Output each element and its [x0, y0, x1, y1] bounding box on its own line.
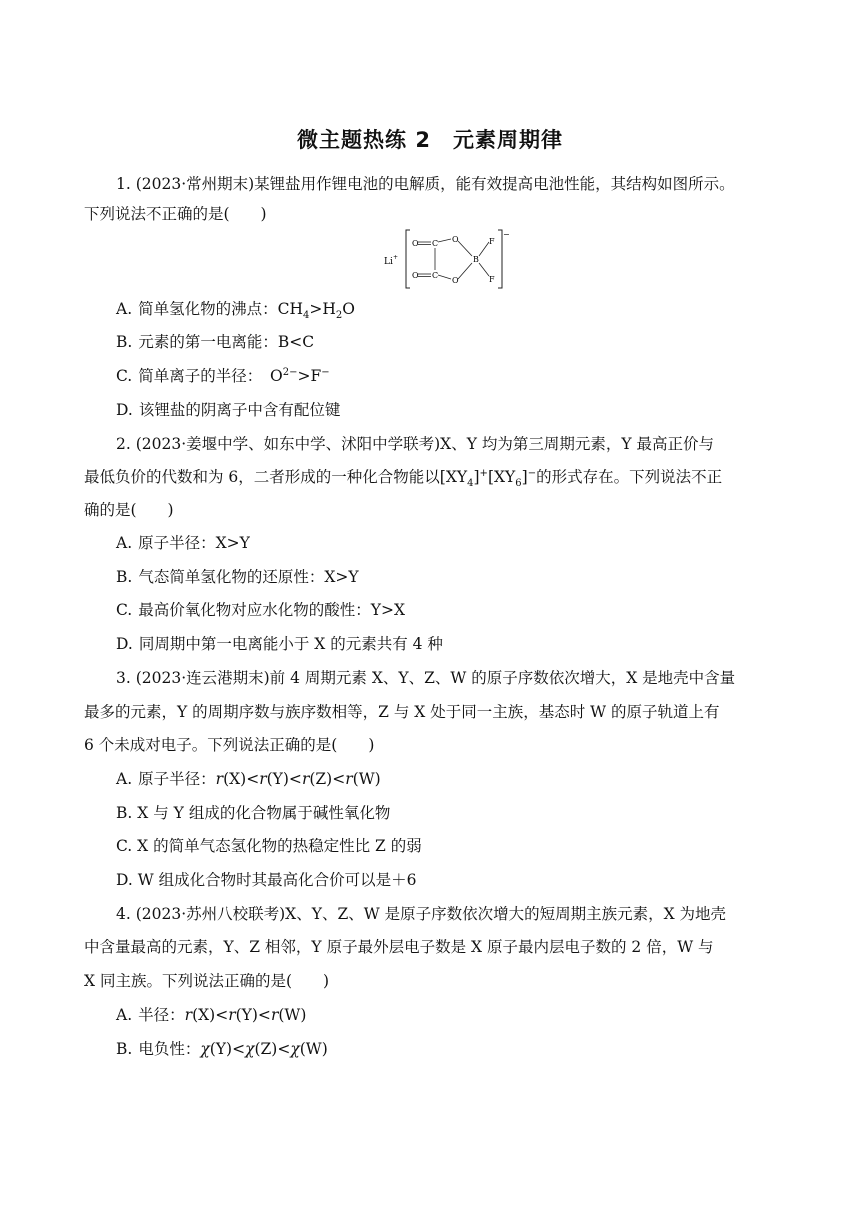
q2-stem-line-1: 2. (2023·姜堰中学、如东中学、沭阳中学联考)X、Y 均为第三周期元素，Y 最高正价与 [116, 435, 715, 453]
atom-c-top: C [432, 239, 439, 248]
q2-stem-line-3: 确的是( ) [84, 501, 174, 519]
q3-stem-line-1: 3. (2023·连云港期末)前 4 周期元素 X、Y、Z、W 的原子序数依次增大，X 是地壳中含量 [116, 669, 736, 687]
atom-b: B [473, 255, 479, 264]
atom-o-bottom-right: O [452, 276, 459, 285]
q3-option-b: B. X 与 Y 组成的化合物属于碱性氧化物 [116, 804, 391, 822]
anion-charge-label: − [503, 230, 510, 239]
q1-option-b: B. 元素的第一电离能：B<C [116, 333, 315, 351]
q1-stem-line-2: 下列说法不正确的是( ) [84, 205, 267, 223]
q2-option-c: C. 最高价氧化物对应水化物的酸性：Y>X [116, 601, 405, 619]
q2-stem-line-2: 最低负价的代数和为 6，二者形成的一种化合物能以$[XY_4]^+[XY_6]^-$的形式存在。下列说法不正 [84, 467, 723, 490]
q1-option-d: D. 该锂盐的阴离子中含有配位键 [116, 401, 341, 419]
q4-stem-line-3: X 同主族。下列说法正确的是( ) [84, 972, 330, 990]
atom-o-top-right: O [452, 235, 459, 244]
atom-c-bottom: C [432, 271, 439, 280]
q4-option-a: A. 半径：r(X)<r(Y)<r(W) [116, 1006, 307, 1024]
q3-stem-line-2: 最多的元素，Y 的周期序数与族序数相等，Z 与 X 处于同一主族，基态时 W 的原子轨道上有 [84, 703, 720, 721]
q3-option-d: D. W 组成化合物时其最高化合价可以是＋6 [116, 871, 417, 889]
atom-o-bottom-left: O [412, 271, 419, 280]
q1-stem-line-1: 1. (2023·常州期末)某锂盐用作锂电池的电解质，能有效提高电池性能，其结构如图所示。 [116, 175, 735, 193]
q3-option-a: A. 原子半径：r(X)<r(Y)<r(Z)<r(W) [116, 770, 381, 788]
atom-o-top-left: O [412, 239, 419, 248]
q2-option-a: A. 原子半径：X>Y [116, 534, 250, 552]
page-title: 微主题热练 2 元素周期律 [297, 128, 563, 152]
q3-stem-line-3: 6 个未成对电子。下列说法正确的是( ) [84, 736, 375, 754]
q1-option-c: C. 简单离子的半径： $O^{2-}>F^-$ [116, 366, 330, 385]
q4-option-b: B. 电负性：χ(Y)<χ(Z)<χ(W) [116, 1040, 328, 1058]
q4-stem-line-2: 中含量最高的元素，Y、Z 相邻，Y 原子最外层电子数是 X 原子最内层电子数的 2 倍，W 与 [84, 938, 714, 956]
li-cation-label: Li [384, 257, 393, 267]
q1-option-a: A. 简单氢化物的沸点：$CH_4>H_2O$ [116, 300, 355, 322]
lithium-salt-structure-figure [384, 228, 514, 290]
q3-option-c: C. X 的简单气态氢化物的热稳定性比 Z 的弱 [116, 837, 422, 855]
q2-option-d: D. 同周期中第一电离能小于 X 的元素共有 4 种 [116, 635, 443, 653]
atom-f-bottom: F [489, 275, 495, 284]
li-charge-label: + [393, 254, 399, 261]
q4-stem-line-1: 4. (2023·苏州八校联考)X、Y、Z、W 是原子序数依次增大的短周期主族元素，X 为地壳 [116, 905, 727, 923]
q2-option-b: B. 气态简单氢化物的还原性：X>Y [116, 568, 359, 586]
atom-f-top: F [489, 237, 495, 246]
